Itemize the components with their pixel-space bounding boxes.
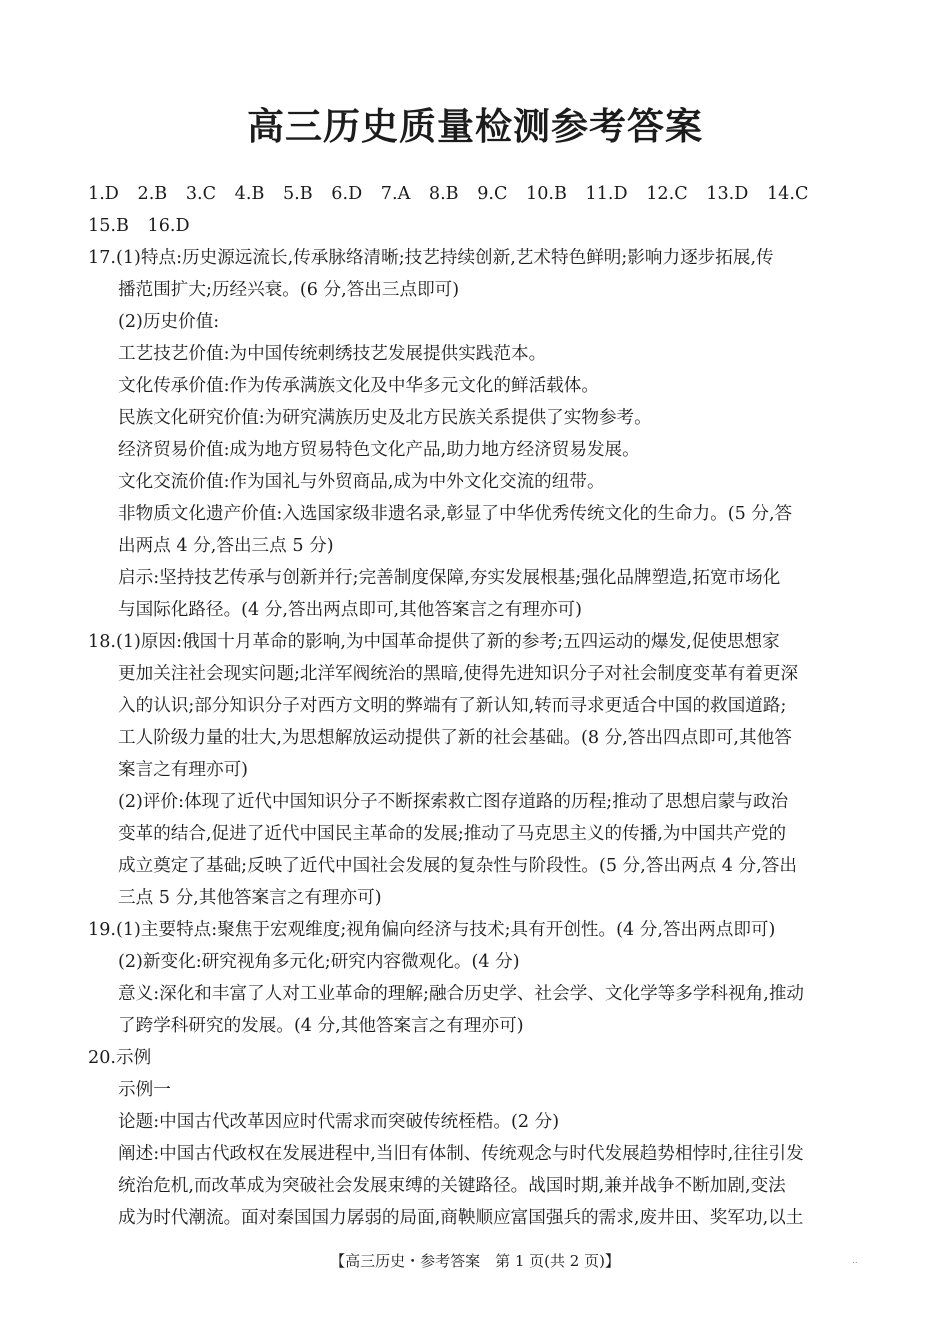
choice-answers-row-2 [88, 210, 862, 242]
q17-line: 民族文化研究价值:为研究满族历史及北方民族关系提供了实物参考。 [118, 408, 652, 428]
choice-answer: 11.D [585, 184, 628, 204]
q18-line: 成立奠定了基础;反映了近代中国社会发展的复杂性与阶段性。(5 分,答出两点 4 分,答出 [118, 856, 797, 876]
q17-line: 工艺技艺价值:为中国传统刺绣技艺发展提供实践范本。 [118, 344, 547, 364]
choice-answer: 12.C [646, 184, 688, 204]
choice-answer: 16.D [147, 216, 190, 236]
choice-answer: 1.D [88, 184, 119, 204]
q17-line: 文化传承价值:作为传承满族文化及中华多元文化的鲜活载体。 [118, 376, 599, 396]
q20-line: 统治危机,而改革成为突破社会发展束缚的关键路径。战国时期,兼并战争不断加剧,变法 [118, 1176, 786, 1196]
q18-line: (2)评价:体现了近代中国知识分子不断探索救亡图存道路的历程;推动了思想启蒙与政治 [118, 792, 789, 812]
choice-answer: 4.B [234, 184, 265, 204]
q19-line: 意义:深化和丰富了人对工业革命的理解;融合历史学、社会学、文化学等多学科视角,推动 [118, 984, 805, 1004]
q20-line: 成为时代潮流。面对秦国国力孱弱的局面,商鞅顺应富国强兵的需求,废井田、奖军功,以土 [118, 1208, 804, 1228]
choice-answer: 9.C [477, 184, 508, 204]
footer-mark: .. [852, 1256, 858, 1266]
q17-line: 经济贸易价值:成为地方贸易特色文化产品,助力地方经济贸易发展。 [118, 440, 640, 460]
q17-line: 启示:坚持技艺传承与创新并行;完善制度保障,夯实发展根基;强化品牌塑造,拓宽市场化 [118, 568, 781, 588]
choice-answer: 6.D [331, 184, 363, 204]
choice-answers-row-1 [88, 178, 862, 210]
q18-line: 入的认识;部分知识分子对西方文明的弊端有了新认知,转而寻求更适合中国的救国道路; [118, 696, 787, 716]
q19-line: (2)新变化:研究视角多元化;研究内容微观化。(4 分) [118, 952, 520, 972]
q18-line: 更加关注社会现实问题;北洋军阀统治的黑暗,使得先进知识分子对社会制度变革有着更深 [118, 664, 799, 684]
q18-line: 三点 5 分,其他答案言之有理亦可) [118, 888, 382, 908]
q19-line: 19.(1)主要特点:聚焦于宏观维度;视角偏向经济与技术;具有开创性。(4 分,答出两点即可) [88, 920, 776, 940]
choice-answer: 7.A [380, 184, 411, 204]
q17-line: 17.(1)特点:历史源远流长,传承脉络清晰;技艺持续创新,艺术特色鲜明;影响力逐步拓展,传 [88, 248, 774, 268]
q20-line: 示例一 [118, 1080, 171, 1100]
q17-line: 文化交流价值:作为国礼与外贸商品,成为中外文化交流的纽带。 [118, 472, 605, 492]
q18-line: 案言之有理亦可) [118, 760, 249, 780]
q20-line: 20.示例 [88, 1048, 152, 1068]
choice-answer: 14.C [766, 184, 809, 204]
q20-line: 论题:中国古代改革因应时代需求而突破传统桎梏。(2 分) [118, 1112, 560, 1132]
q17-line: 非物质文化遗产价值:入选国家级非遗名录,彰显了中华优秀传统文化的生命力。(5 分,答 [118, 504, 793, 524]
choice-answer: 8.B [428, 184, 459, 204]
choice-answer: 13.D [706, 184, 749, 204]
q17-line: 出两点 4 分,答出三点 5 分) [118, 536, 334, 556]
q17-line: (2)历史价值: [118, 312, 220, 332]
q20-line: 阐述:中国古代政权在发展进程中,当旧有体制、传统观念与时代发展趋势相悖时,往往引发 [118, 1144, 804, 1164]
choice-answer: 15.B [88, 216, 129, 236]
q18-line: 工人阶级力量的壮大,为思想解放运动提供了新的社会基础。(8 分,答出四点即可,其他答 [118, 728, 792, 748]
q17-line: 与国际化路径。(4 分,答出两点即可,其他答案言之有理亦可) [118, 600, 582, 620]
page-footer: 【高三历史・参考答案 第 1 页(共 2 页)】 [330, 1252, 620, 1270]
choice-answer: 5.B [282, 184, 313, 204]
choice-answer: 3.C [185, 184, 217, 204]
q19-line: 了跨学科研究的发展。(4 分,其他答案言之有理亦可) [118, 1016, 524, 1036]
q17-line: 播范围扩大;历经兴衰。(6 分,答出三点即可) [118, 280, 460, 300]
q18-line: 变革的结合,促进了近代中国民主革命的发展;推动了马克思主义的传播,为中国共产党的 [118, 824, 787, 844]
page-title: 高三历史质量检测参考答案 [247, 105, 703, 148]
q18-line: 18.(1)原因:俄国十月革命的影响,为中国革命提供了新的参考;五四运动的爆发,促使思想家 [88, 632, 780, 652]
answer-body [88, 178, 862, 1234]
choice-answer: 2.B [137, 184, 168, 204]
choice-answer: 10.B [526, 184, 567, 204]
